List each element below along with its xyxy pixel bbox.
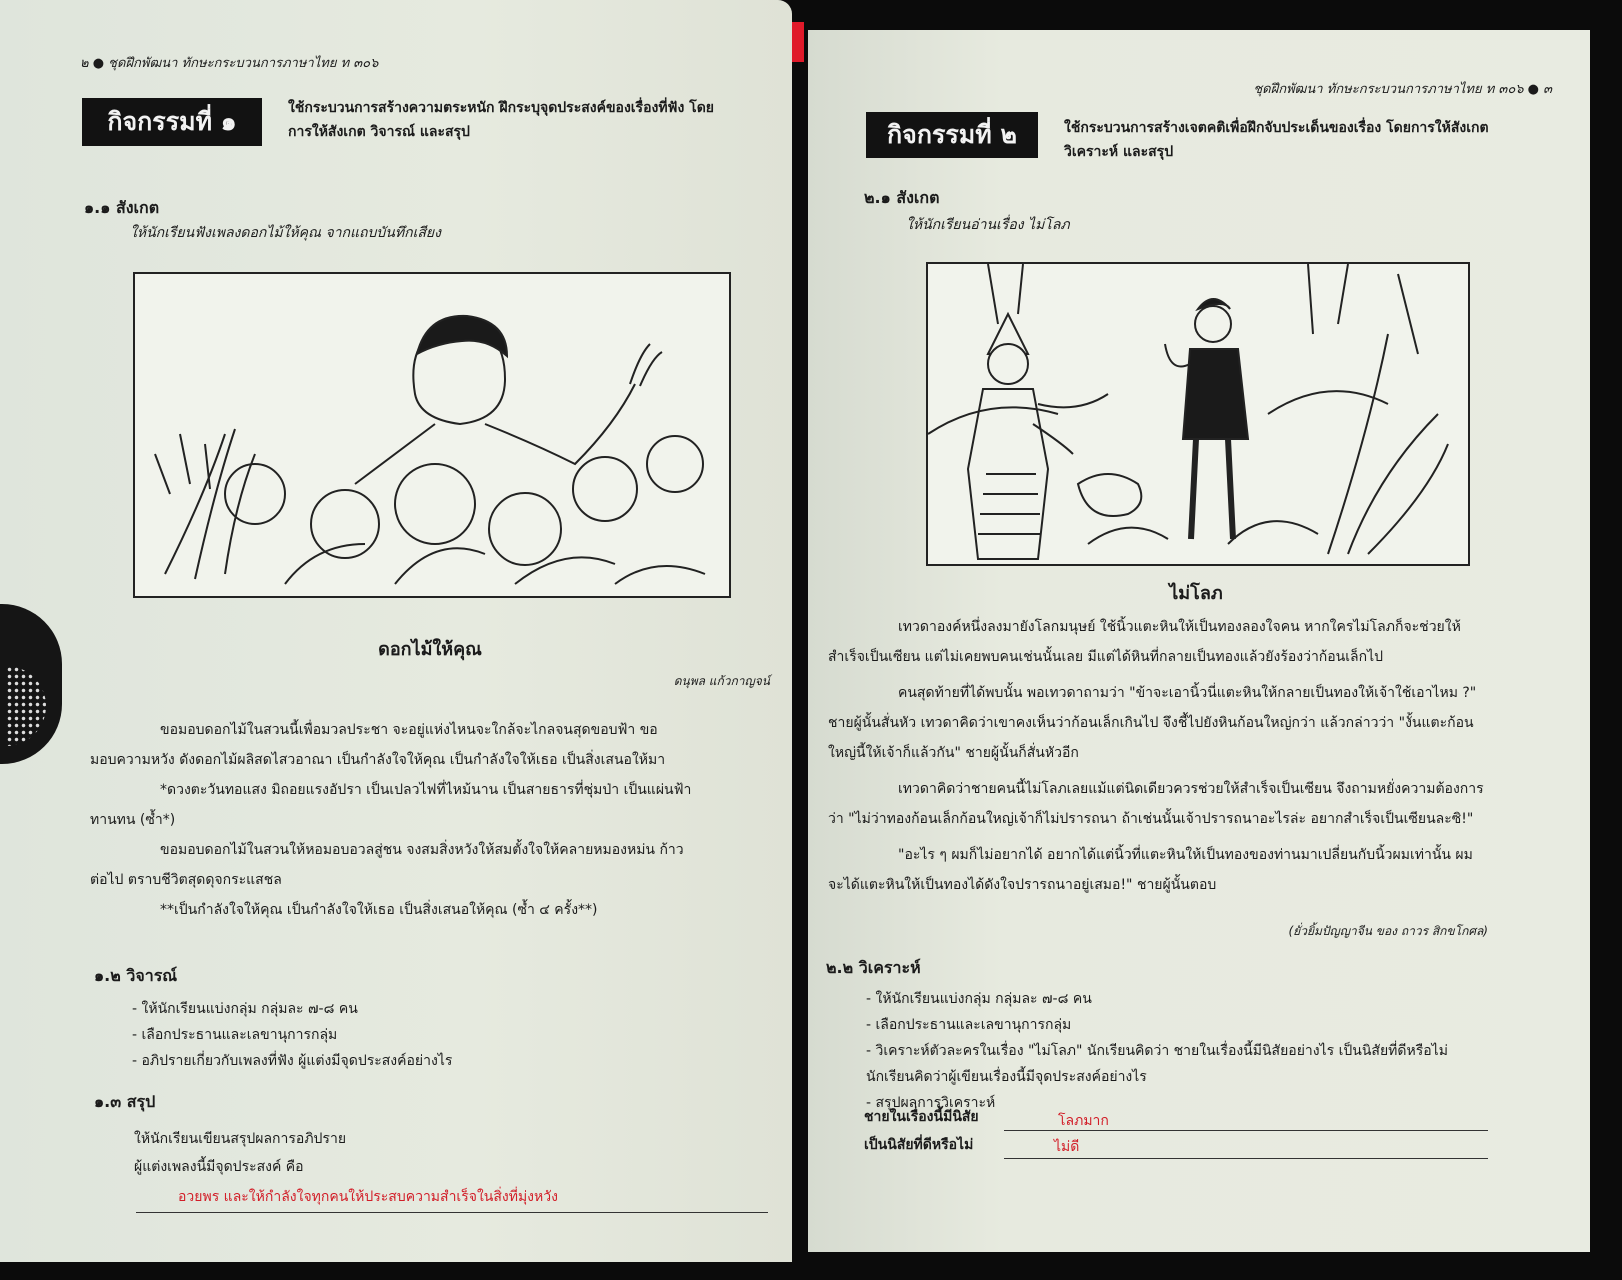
activity-1-description xyxy=(288,96,768,144)
lyric-line: ทานทน (ซ้ำ*) xyxy=(90,812,176,828)
answer-line xyxy=(1004,1130,1488,1131)
activity-1-label: กิจกรรมที่ ๑ xyxy=(82,98,262,146)
deity-and-man-illustration xyxy=(926,262,1470,566)
lyric-line: *ดวงตะวันทอแสง มิถอยแรงอัปรา เป็นเปลวไฟที่ไหม้นาน เป็นสายธารที่ชุ่มป่า เป็นแผ่นฟ้า xyxy=(160,782,692,798)
list-item: - สรุปผลการวิเคราะห์ xyxy=(866,1095,996,1111)
story-paragraph: คนสุดท้ายที่ได้พบนั้น พอเทวดาถามว่า "ข้าจะเอานิ้วนี่แตะหินให้กลายเป็นทองให้เจ้าใช้เอาไหม ?" ชายผู้นั้นสั่นหัว เทวดาคิดว่าเขาคงเห็นว่าก้อนเล็กเกินไป จึงชี้ไปยังหินก้อนใหญ่กว่า แล้วกล่าวว่า "งั้นแตะก้อนใหญ่นี้ให้เจ้าก็แล้วกัน" ชายผู้นั้นก็สั่นหัวอีก xyxy=(828,685,1477,761)
activity-2-label: กิจกรรมที่ ๒ xyxy=(866,112,1038,158)
answer-line xyxy=(1004,1158,1488,1159)
section-2-1-instruction: ให้นักเรียนอ่านเรื่อง ไม่โลภ xyxy=(906,217,1070,233)
answer-line xyxy=(136,1212,768,1213)
activity-2-desc-line-1: ใช้กระบวนการสร้างเจตคติเพื่อฝึกจับประเด็นของเรื่อง โดยการให้สังเกต xyxy=(1064,120,1489,136)
right-page xyxy=(808,30,1590,1252)
spine-mark xyxy=(792,22,804,62)
handwritten-answer-3: ไม่ดี xyxy=(1054,1139,1080,1155)
question-1-label: ชายในเรื่องนี้มีนิสัย xyxy=(864,1109,979,1125)
list-item: - ให้นักเรียนแบ่งกลุ่ม กลุ่มละ ๗-๘ คน xyxy=(132,1001,358,1017)
lyric-line: ขอมอบดอกไม้ในสวนให้หอมอบอวลสู่ชน จงสมสิ่งหวังให้สมตั้งใจให้คลายหมองหม่น ก้าว xyxy=(160,842,684,858)
summary-instruction: ให้นักเรียนเขียนสรุปผลการอภิปราย xyxy=(134,1131,347,1147)
story-paragraph: เทวดาองค์หนึ่งลงมายังโลกมนุษย์ ใช้นิ้วแตะหินให้เป็นทองลองใจคน หากใครไม่โลภก็จะช่วยให้สำเร็จเป็นเซียน แต่ไม่เคยพบคนเช่นนั้นเลย มีแต่ได้หินที่กลายเป็นทองแล้วยังร้องว่าก้อนเล็กไป xyxy=(828,619,1461,665)
song-title: ดอกไม้ให้คุณ xyxy=(378,639,482,660)
deity-man-drawing xyxy=(928,264,1468,564)
lyric-line: ขอมอบดอกไม้ในสวนนี้เพื่อมวลประชา จะอยู่แห่งไหนจะใกล้จะไกลจนสุดขอบฟ้า ขอ xyxy=(160,722,658,738)
section-1-1-instruction: ให้นักเรียนฟังเพลงดอกไม้ให้คุณ จากแถบบันทึกเสียง xyxy=(130,225,441,241)
section-1-2-heading: ๑.๒ วิจารณ์ xyxy=(94,966,178,985)
handwritten-answer-2: โลภมาก xyxy=(1058,1113,1109,1129)
activity-2-desc-line-2: วิเคราะห์ และสรุป xyxy=(1064,144,1174,160)
handwritten-answer-1: อวยพร และให้กำลังใจทุกคนให้ประสบความสำเร็จในสิ่งที่มุ่งหวัง xyxy=(178,1189,558,1205)
list-item: - เลือกประธานและเลขานุการกลุ่ม xyxy=(866,1017,1072,1033)
lyric-line: ต่อไป ตราบชีวิตสุดดุจกระแสชล xyxy=(90,872,282,888)
boy-flowers-drawing xyxy=(135,274,729,596)
right-running-head: ชุดฝึกพัฒนา ทักษะกระบวนการภาษาไทย ท ๓๐๖ ● ๓ xyxy=(1253,82,1552,97)
section-2-2-heading: ๒.๒ วิเคราะห์ xyxy=(826,958,921,977)
left-page xyxy=(0,0,792,1262)
section-1-1-heading: ๑.๑ สังเกต xyxy=(84,198,160,217)
list-item: - เลือกประธานและเลขานุการกลุ่ม xyxy=(132,1027,338,1043)
activity-2-description xyxy=(1064,116,1544,164)
question-2-label: เป็นนิสัยที่ดีหรือไม่ xyxy=(864,1137,974,1153)
list-item: - อภิปรายเกี่ยวกับเพลงที่ฟัง ผู้แต่งมีจุดประสงค์อย่างไร xyxy=(132,1053,453,1069)
story-credit: (ยั่วยิ้มปัญญาจีน ของ ถาวร สิกขโกศล) xyxy=(1288,924,1488,938)
story-paragraph: เทวดาคิดว่าชายคนนี้ไม่โลภเลยแม้แต่นิดเดียวควรช่วยให้สำเร็จเป็นเซียน จึงถามหยั่งความต้องการว่า "ไม่ว่าทองก้อนเล็กก้อนใหญ่เจ้าก็ไม่ปรารถนา ถ้าเช่นนั้นเจ้าปรารถนาอะไรล่ะ อยากสำเร็จเป็นเซียนละซิ!" xyxy=(828,781,1484,827)
section-2-1-heading: ๒.๑ สังเกต xyxy=(864,188,940,207)
activity-1-desc-line-2: การให้สังเกต วิจารณ์ และสรุป xyxy=(288,124,470,140)
left-running-head: ๒ ● ชุดฝึกพัฒนา ทักษะกระบวนการภาษาไทย ท ๓๐๖ xyxy=(80,56,379,71)
song-lyrics xyxy=(90,715,770,925)
list-item: - ให้นักเรียนแบ่งกลุ่ม กลุ่มละ ๗-๘ คน xyxy=(866,991,1092,1007)
boy-with-flowers-illustration xyxy=(133,272,731,598)
summary-prompt: ผู้แต่งเพลงนี้มีจุดประสงค์ คือ xyxy=(134,1159,304,1175)
analysis-list xyxy=(866,986,1486,1116)
section-1-3-heading: ๑.๓ สรุป xyxy=(94,1092,156,1111)
story-body xyxy=(828,612,1488,906)
list-item: - วิเคราะห์ตัวละครในเรื่อง "ไม่โลภ" นักเรียนคิดว่า ชายในเรื่องนี้มีนิสัยอย่างไร เป็นนิสัยที่ดีหรือไม่ นักเรียนคิดว่าผู้เขียนเรื่องนี้มีจุดประสงค์อย่างไร xyxy=(866,1043,1448,1085)
critique-list xyxy=(132,996,452,1074)
song-credit: ดนุพล แก้วกาญจน์ xyxy=(673,674,770,688)
lyric-line: มอบความหวัง ดังดอกไม้ผลิสดไสวอาณา เป็นกำลังใจให้คุณ เป็นกำลังใจให้เธอ เป็นสิ่งเสนอให้มา xyxy=(90,752,666,768)
activity-1-desc-line-1: ใช้กระบวนการสร้างความตระหนัก ฝึกระบุจุดประสงค์ของเรื่องที่ฟัง โดย xyxy=(288,100,714,116)
story-title: ไม่โลภ xyxy=(1169,583,1223,604)
story-paragraph: "อะไร ๆ ผมก็ไม่อยากได้ อยากได้แต่นิ้วที่แตะหินให้เป็นทองของท่านมาเปลี่ยนกับนิ้วผมเท่านั้น ผมจะได้แตะหินให้เป็นทองได้ดังใจปรารถนาอยู่เสมอ!" ชายผู้นั้นตอบ xyxy=(828,847,1473,893)
lyric-line: **เป็นกำลังใจให้คุณ เป็นกำลังใจให้เธอ เป็นสิ่งเสนอให้คุณ (ซ้ำ ๔ ครั้ง**) xyxy=(160,902,598,918)
